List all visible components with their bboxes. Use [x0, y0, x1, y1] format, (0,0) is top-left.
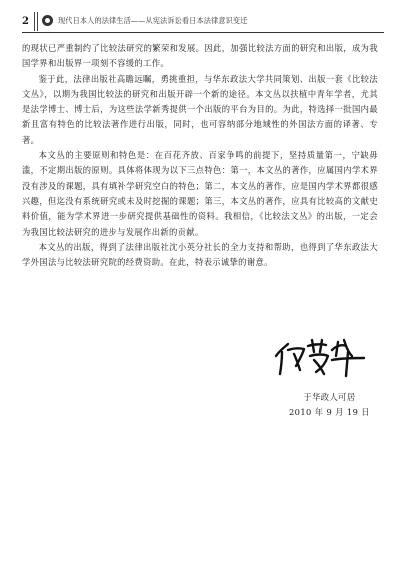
page-number: 2 [22, 16, 29, 27]
signature-date: 2010 年 9 月 19 日 [288, 407, 370, 417]
paragraph: 本文丛的主要原则和特色是：在百花齐放、百家争鸣的前提下，坚持质量第一，宁缺毋滥，不定期出版的原则。具体将体现为以下三点特色：第一，本文丛的著作，应属国内学术界没有涉及的课题，具有填补学研究空白的特色；第二，本文丛的著作，应是国内学术界都很感兴趣，但迄没有系统研究或未及时挖掘的课题；第三，本文丛的著作，应具有比较高的文献史料价值，能为学术界进一步研究提供基础性的资料。我相信，《比较法文丛》的出版，一定会为我国比较法研究的进步与发展作出新的贡献。 [22, 150, 378, 237]
header-rule [34, 12, 35, 31]
paragraph: 的现状已严重制约了比较法研究的繁荣和发展。因此，加强比较法方面的研究和出版，成为我国学界和出版界一项刻不容缓的工作。 [22, 43, 378, 69]
running-header [22, 10, 384, 33]
signature-block [289, 390, 370, 420]
body-text [22, 41, 378, 270]
signature-author: 于华政人可居 [303, 392, 356, 402]
publisher-logo-icon [42, 15, 53, 26]
handwritten-signature [272, 336, 368, 378]
header-rule [37, 12, 38, 31]
paragraph: 本文丛的出版，得到了法律出版社沈小英分社长的全力支持和帮助，也得到了华东政法大学外国法与比较法研究院的经费资助。在此，特表示诚挚的谢意。 [22, 241, 378, 268]
paragraph: 鉴于此，法律出版社高瞻远瞩，勇挑重担，与华东政法大学共同策划、出版一套《比较法文丛》，以期为我国比较法的研究和出版开辟一个新的途径。本文丛以扶植中青年学者，尤其是法学博士、博士后，为这些法学新秀提供一个出版的平台为目的。为此，特选择一批国内最新且富有特色的比较法著作进行出版，同时，也可容纳部分地域性的外国法方面的译著、专著。 [22, 73, 378, 145]
running-title: 现代日本人的法律生活——从宪法诉讼看日本法律意识变迁 [58, 16, 248, 25]
